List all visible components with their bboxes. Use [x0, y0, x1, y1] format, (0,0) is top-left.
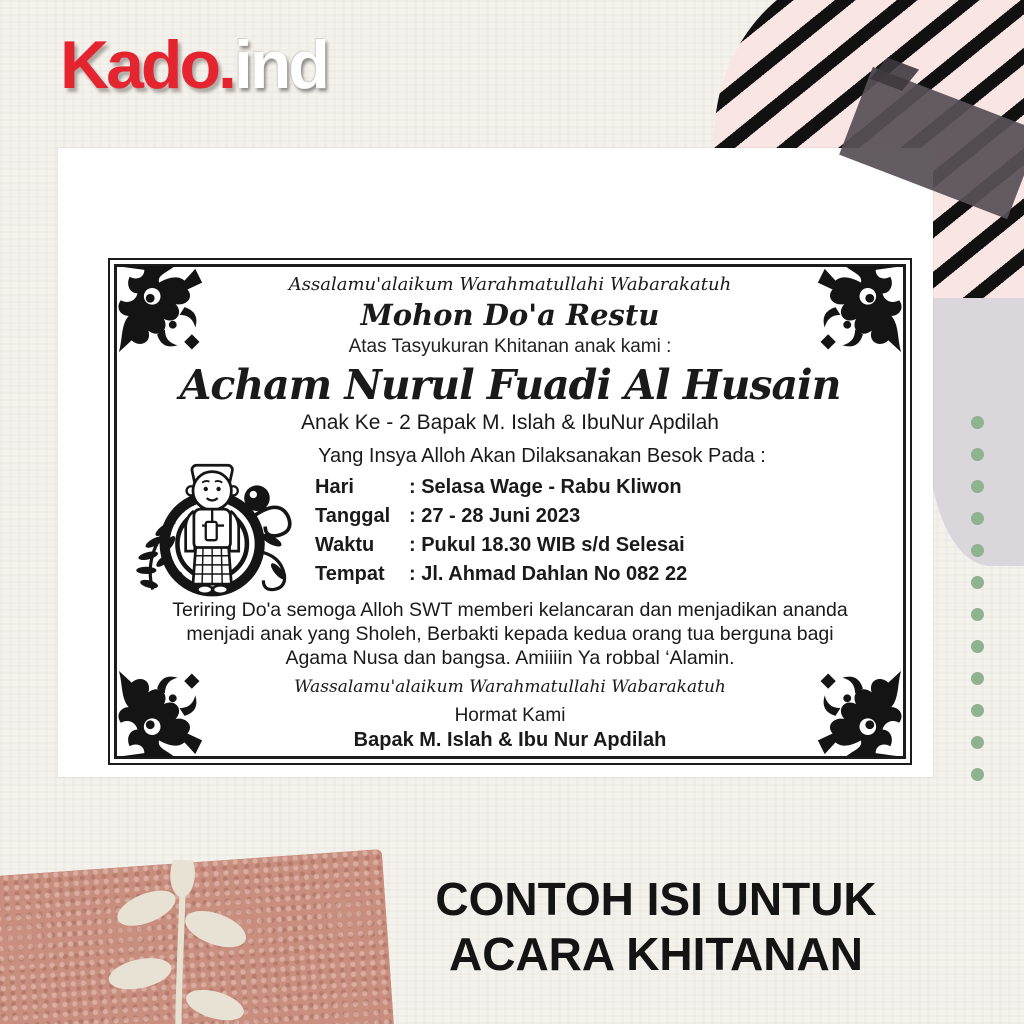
opening-salam: Assalamu'alaikum Warahmatullahi Wabarakatuh: [288, 274, 732, 295]
caption-line-1: CONTOH ISI UNTUK: [435, 873, 877, 925]
detail-row-waktu: [315, 531, 687, 560]
brand-logo-red: Kado.: [60, 27, 234, 103]
brand-logo-white: ind: [233, 27, 327, 103]
white-panel: [58, 148, 933, 777]
corner-ornament-icon: [114, 264, 208, 358]
corner-ornament-icon: [812, 665, 906, 759]
green-dots-column: [971, 416, 984, 781]
green-dot: [971, 576, 984, 589]
detail-row-hari: [315, 473, 687, 502]
child-info: Anak Ke - 2 Bapak M. Islah & IbuNur Apdilah: [301, 411, 719, 434]
leaf-branch-icon: [84, 857, 270, 1024]
green-dot: [971, 416, 984, 429]
detail-label: Tempat: [315, 563, 385, 585]
card-content: [110, 260, 910, 763]
caption-line-2: ACARA KHITANAN: [449, 928, 863, 980]
regards-label: Hormat Kami: [454, 705, 566, 726]
detail-label: Tanggal: [315, 505, 391, 527]
detail-label: Waktu: [315, 534, 375, 556]
corner-ornament-icon: [114, 665, 208, 759]
detail-value: : Pukul 18.30 WIB s/d Selesai: [409, 534, 685, 556]
detail-value: : Jl. Ahmad Dahlan No 082 22: [409, 563, 688, 585]
detail-label: Hari: [315, 476, 354, 498]
green-dot: [971, 768, 984, 781]
corner-ornament-icon: [812, 264, 906, 358]
green-dot: [971, 448, 984, 461]
schedule-intro: Yang Insya Alloh Akan Dilaksanakan Besok Pada :: [318, 445, 766, 467]
detail-value: : Selasa Wage - Rabu Kliwon: [409, 476, 682, 498]
green-dot: [971, 544, 984, 557]
green-dot: [971, 640, 984, 653]
green-dot: [971, 736, 984, 749]
parents-names: Bapak M. Islah & Ibu Nur Apdilah: [353, 729, 667, 751]
prayer-paragraph: Teriring Do'a semoga Alloh SWT memberi kelancaran dan menjadikan ananda menjadi anak yang Sholeh, Berbakti kepada kedua orang tua berguna bagi Agama Nusa dan bangsa. Amiiiin Ya robbal ‘Alamin.: [172, 599, 848, 669]
closing-salam: Wassalamu'alaikum Warahmatullahi Wabarakatuh: [294, 677, 726, 697]
green-dot: [971, 512, 984, 525]
detail-value: : 27 - 28 Juni 2023: [409, 505, 581, 527]
green-dot: [971, 704, 984, 717]
bottom-caption: [350, 872, 962, 982]
card-subheading: Atas Tasyukuran Khitanan anak kami :: [348, 336, 672, 357]
invitation-card: [108, 258, 912, 765]
child-name: Acham Nurul Fuadi Al Husain: [179, 361, 841, 409]
detail-row-tempat: [315, 560, 687, 589]
card-heading: Mohon Do'a Restu: [360, 298, 660, 332]
schedule-details: [315, 473, 687, 589]
green-dot: [971, 608, 984, 621]
green-dot: [971, 480, 984, 493]
detail-row-tanggal: [315, 502, 687, 531]
brand-logo: [60, 26, 327, 104]
green-dot: [971, 672, 984, 685]
